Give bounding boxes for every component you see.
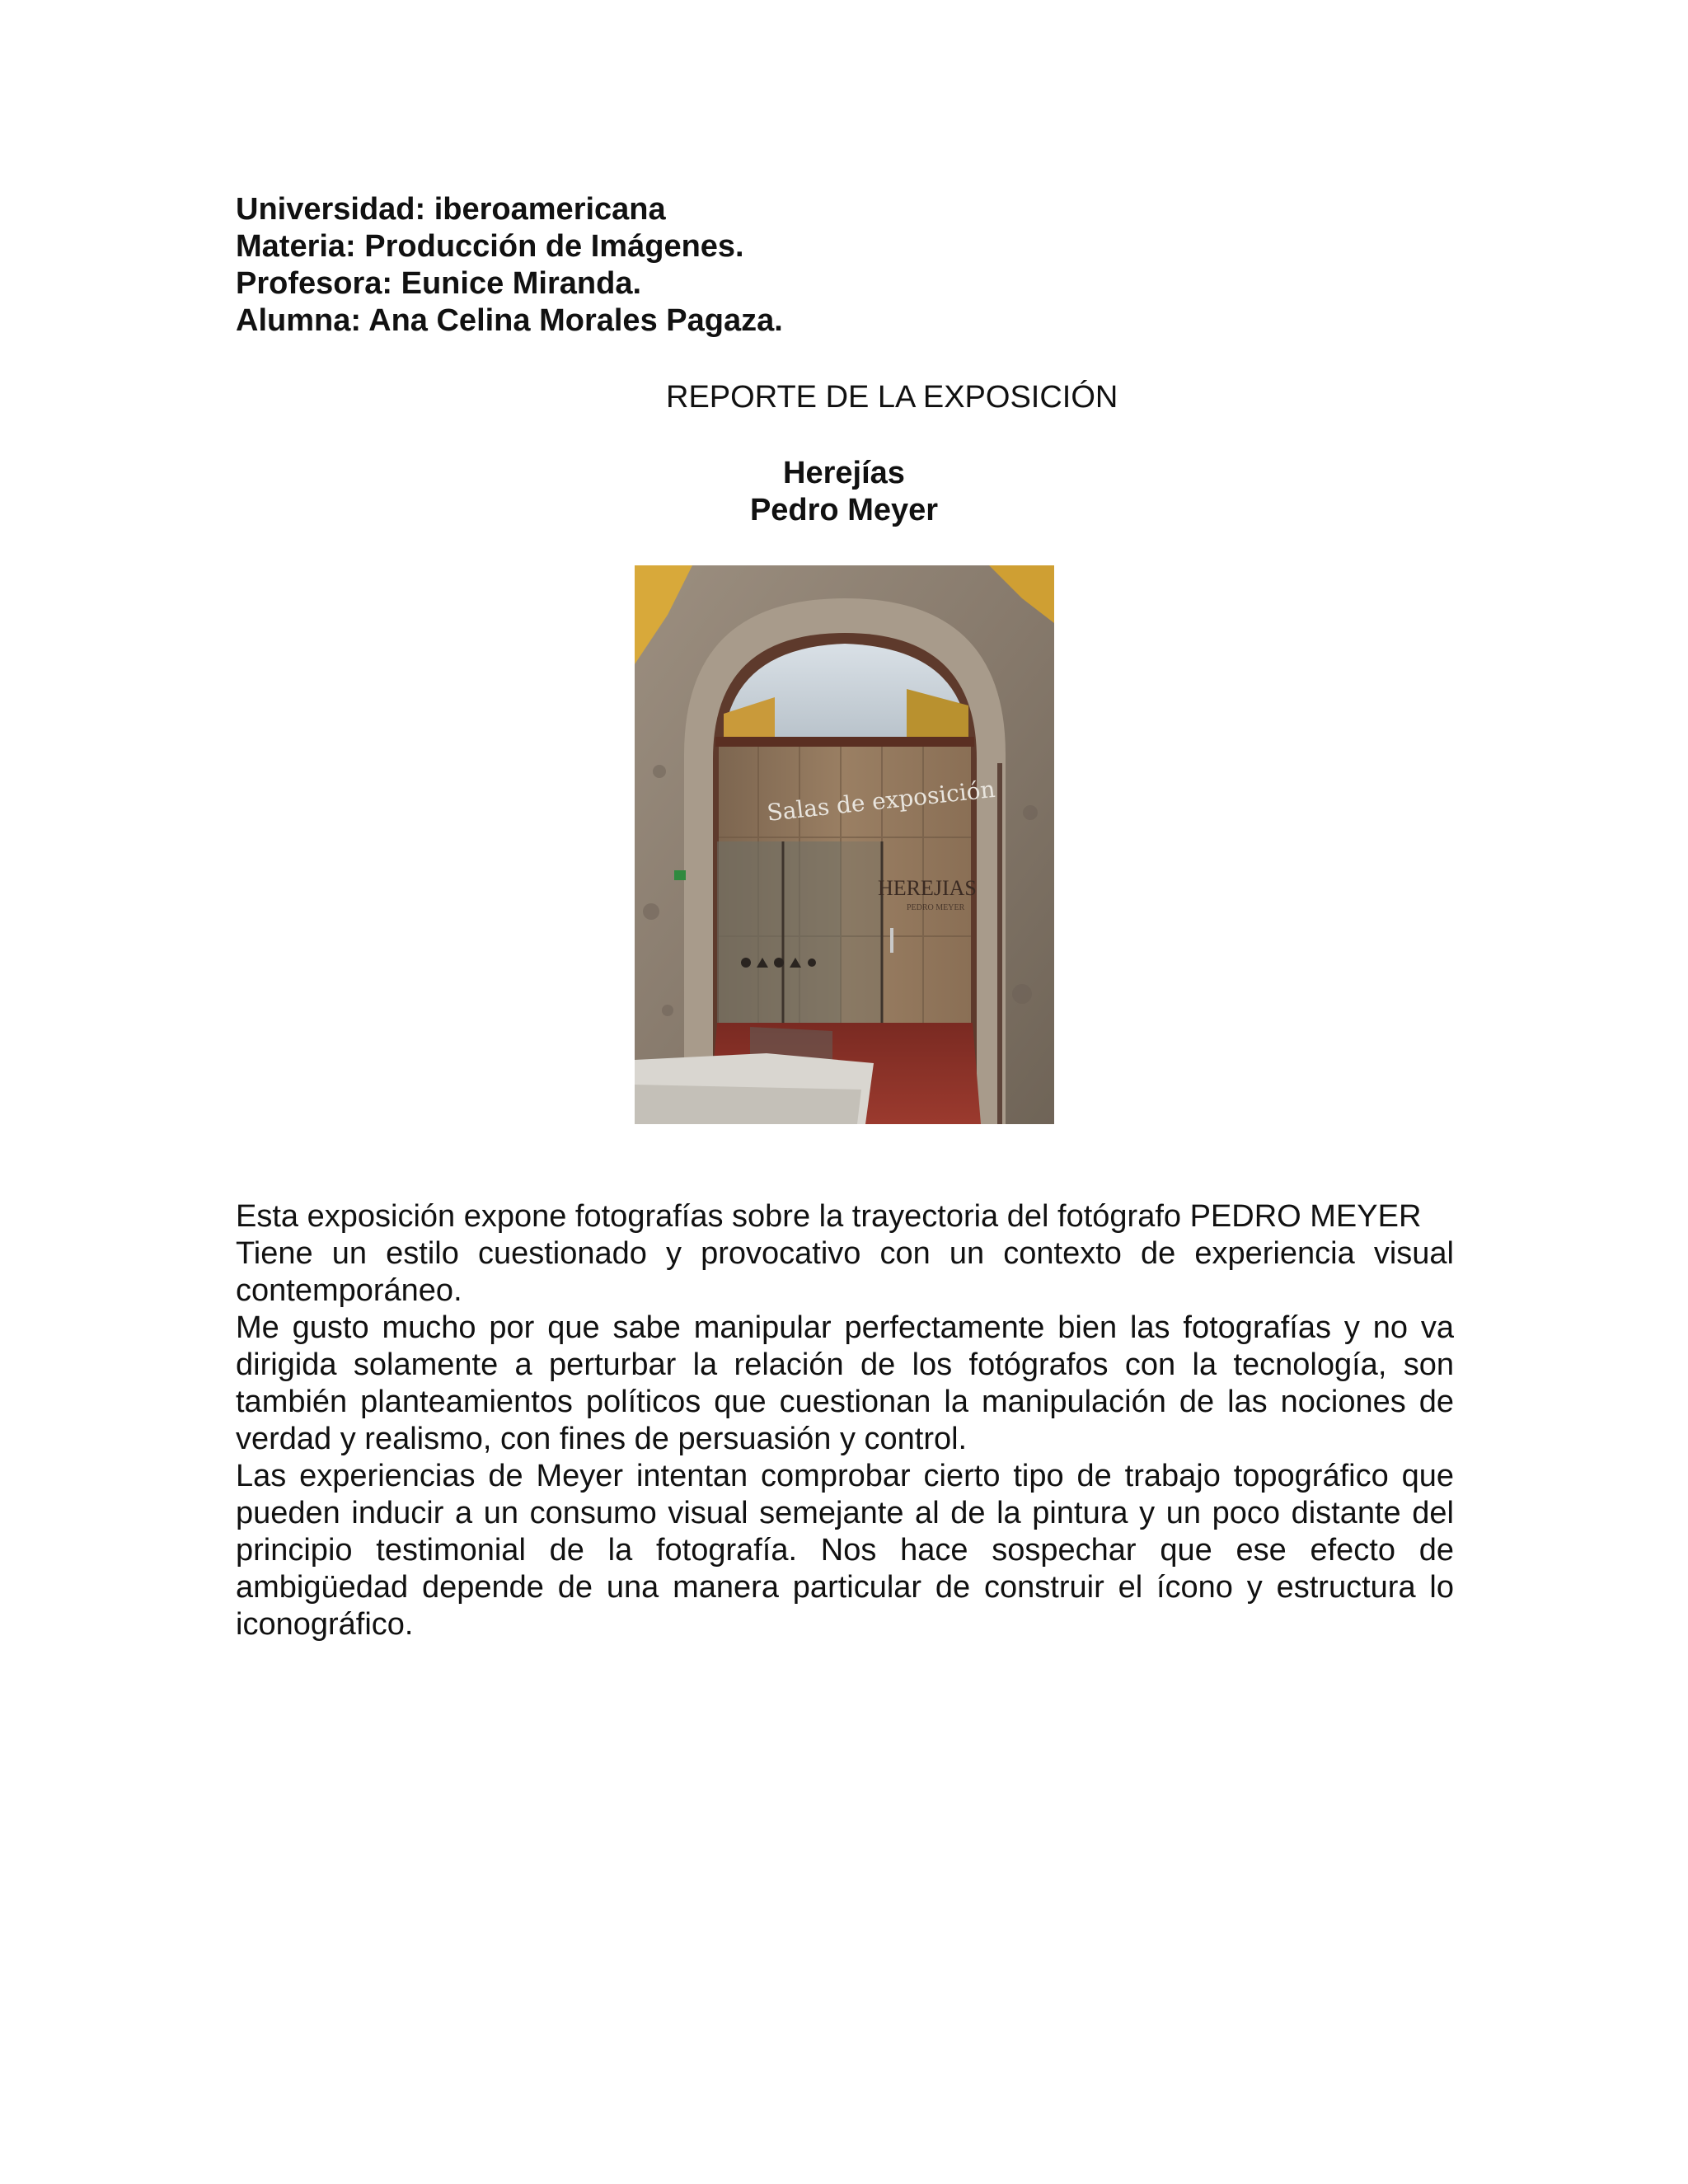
report-title: REPORTE DE LA EXPOSICIÓN: [666, 380, 1118, 415]
report-body: [236, 1198, 1454, 1643]
door-title: HEREJIAS: [878, 876, 977, 900]
university-line: Universidad: iberoamericana: [236, 192, 666, 227]
body-paragraph-4: Las experiencias de Meyer intentan comprobar cierto tipo de trabajo topográfico que pueden inducir a un consumo visual semejante al de la pintura y un poco distante del principio testimonial de la fotografía. Nos hace sospechar que ese efecto de ambigüedad depende de una manera particular de construir el ícono y estructura lo iconográfico.: [236, 1459, 1454, 1642]
body-paragraph-1: Esta exposición expone fotografías sobre la trayectoria del fotógrafo PEDRO MEYER: [236, 1199, 1422, 1234]
header-block: [236, 191, 1456, 340]
body-paragraph-3: Me gusto mucho por que sabe manipular perfectamente bien las fotografías y no va dirigida solamente a perturbar la relación de los fotógrafos con la tecnología, son también planteamientos políticos que cuestionan la manipulación de las nociones de verdad y realismo, con fines de persuasión y control.: [236, 1310, 1454, 1456]
exhibit-title: Herejías: [783, 456, 905, 490]
body-paragraph-2: Tiene un estilo cuestionado y provocativo con un contexto de experiencia visual contemporáneo.: [236, 1236, 1454, 1308]
door-author: PEDRO MEYER: [907, 903, 965, 912]
student-line: Alumna: Ana Celina Morales Pagaza.: [236, 303, 783, 338]
professor-line: Profesora: Eunice Miranda.: [236, 266, 642, 301]
subject-line: Materia: Producción de Imágenes.: [236, 229, 744, 264]
sign-text: Salas de exposición: [765, 775, 996, 827]
exhibition-entrance-photo: [635, 565, 1054, 1124]
exhibit-author: Pedro Meyer: [749, 493, 939, 527]
